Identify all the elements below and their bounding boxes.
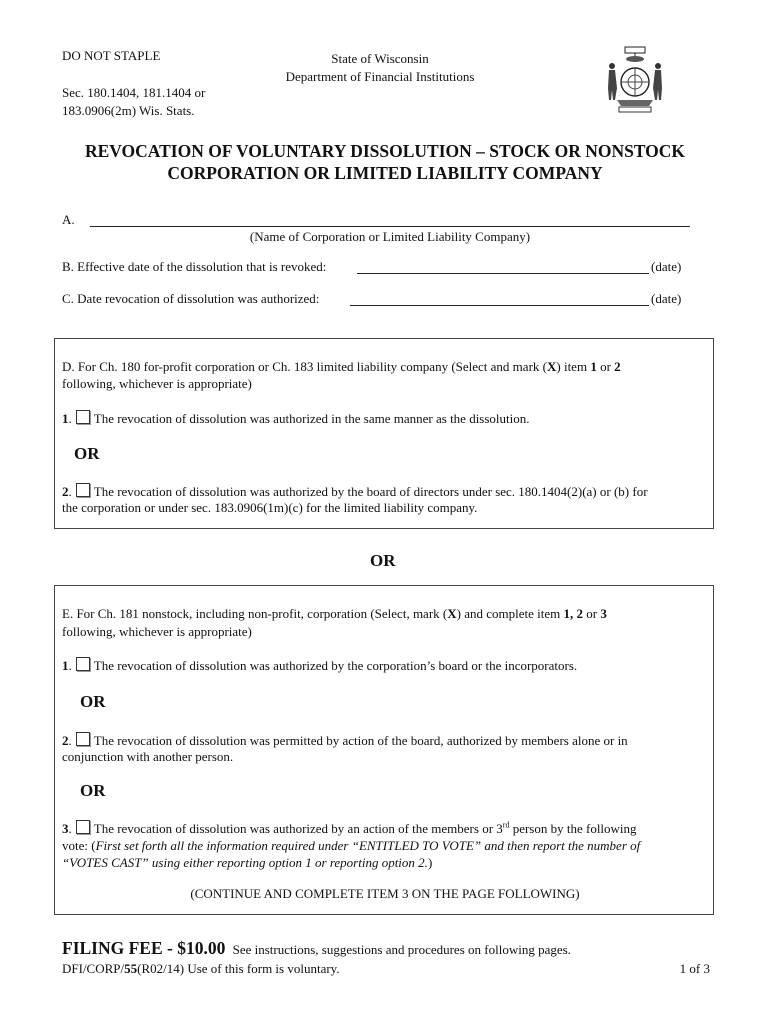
filing-fee: FILING FEE - $10.00 (62, 938, 226, 958)
department-name: Department of Financial Institutions (285, 69, 475, 84)
e-item-2-checkbox[interactable] (76, 732, 90, 746)
corporation-name-caption: (Name of Corporation or Limited Liability Company) (249, 229, 531, 244)
section-e-item-2-line-2: conjunction with another person. (62, 749, 234, 764)
section-e-item-2: 2. The revocation of dissolution was permitted by action of the board, authorized by members alone or in (62, 733, 628, 748)
section-d-intro-line-2: following, whichever is appropriate) (62, 376, 252, 391)
form-title (40, 140, 730, 184)
title-line-2: CORPORATION OR LIMITED LIABILITY COMPANY (167, 163, 603, 183)
section-e-or-1: OR (80, 692, 106, 711)
section-e-item-3: 3. The revocation of dissolution was authorized by an action of the members or 3rd person by the following (62, 820, 637, 836)
do-not-staple: DO NOT STAPLE (62, 48, 161, 63)
dissolution-date-input[interactable] (357, 259, 649, 274)
section-e-intro: E. For Ch. 181 nonstock, including non-profit, corporation (Select, mark (X) and complete item 1, 2 or 3 (62, 606, 607, 621)
d-item-2-checkbox[interactable] (76, 483, 90, 497)
section-d-item-2-line-2: the corporation or under sec. 183.0906(1m)(c) for the limited liability company. (62, 500, 478, 515)
revocation-date-input[interactable] (350, 291, 649, 306)
page-number: 1 of 3 (679, 961, 710, 976)
state-name: State of Wisconsin (331, 51, 429, 66)
section-d-item-1: 1. The revocation of dissolution was authorized in the same manner as the dissolution. (62, 411, 530, 426)
filing-fee-note: See instructions, suggestions and procedures on following pages. (232, 942, 571, 957)
title-line-1: REVOCATION OF VOLUNTARY DISSOLUTION – STOCK OR NONSTOCK (84, 141, 686, 161)
field-c-label: C. Date revocation of dissolution was authorized: (62, 291, 320, 306)
e-item-1-checkbox[interactable] (76, 657, 90, 671)
between-sections-or: OR (370, 551, 396, 570)
field-b-suffix: (date) (651, 259, 682, 274)
filing-fee-line (62, 938, 571, 959)
form-number: DFI/CORP/55(R02/14) Use of this form is voluntary. (62, 961, 340, 976)
section-e-item-3-line-3: “VOTES CAST” using either reporting option 1 or reporting option 2.) (62, 855, 433, 870)
section-e-item-1: 1. The revocation of dissolution was authorized by the corporation’s board or the incorporators. (62, 658, 578, 673)
field-a-label: A. (62, 212, 75, 227)
section-e-intro-line-2: following, whichever is appropriate) (62, 624, 252, 639)
statutes-line-2: 183.0906(2m) Wis. Stats. (62, 103, 195, 118)
field-b-label: B. Effective date of the dissolution that is revoked: (62, 259, 327, 274)
continue-note: (CONTINUE AND COMPLETE ITEM 3 ON THE PAGE FOLLOWING) (190, 886, 580, 901)
section-e-or-2: OR (80, 781, 106, 800)
section-e-item-3-line-2: vote: (First set forth all the information required under “ENTITLED TO VOTE” and then report the number of (62, 838, 641, 853)
section-d-or: OR (74, 444, 100, 463)
statutes-line-1: Sec. 180.1404, 181.1404 or (62, 85, 206, 100)
field-c-suffix: (date) (651, 291, 682, 306)
d-item-1-checkbox[interactable] (76, 410, 90, 424)
corporation-name-input[interactable] (90, 212, 690, 227)
wisconsin-state-seal-icon (603, 44, 667, 116)
section-d-item-2: 2. The revocation of dissolution was authorized by the board of directors under sec. 180.1404(2)(a) or (b) for (62, 484, 648, 499)
section-d-intro: D. For Ch. 180 for-profit corporation or Ch. 183 limited liability company (Select and mark (X) item 1 or 2 (62, 359, 621, 374)
e-item-3-checkbox[interactable] (76, 820, 90, 834)
